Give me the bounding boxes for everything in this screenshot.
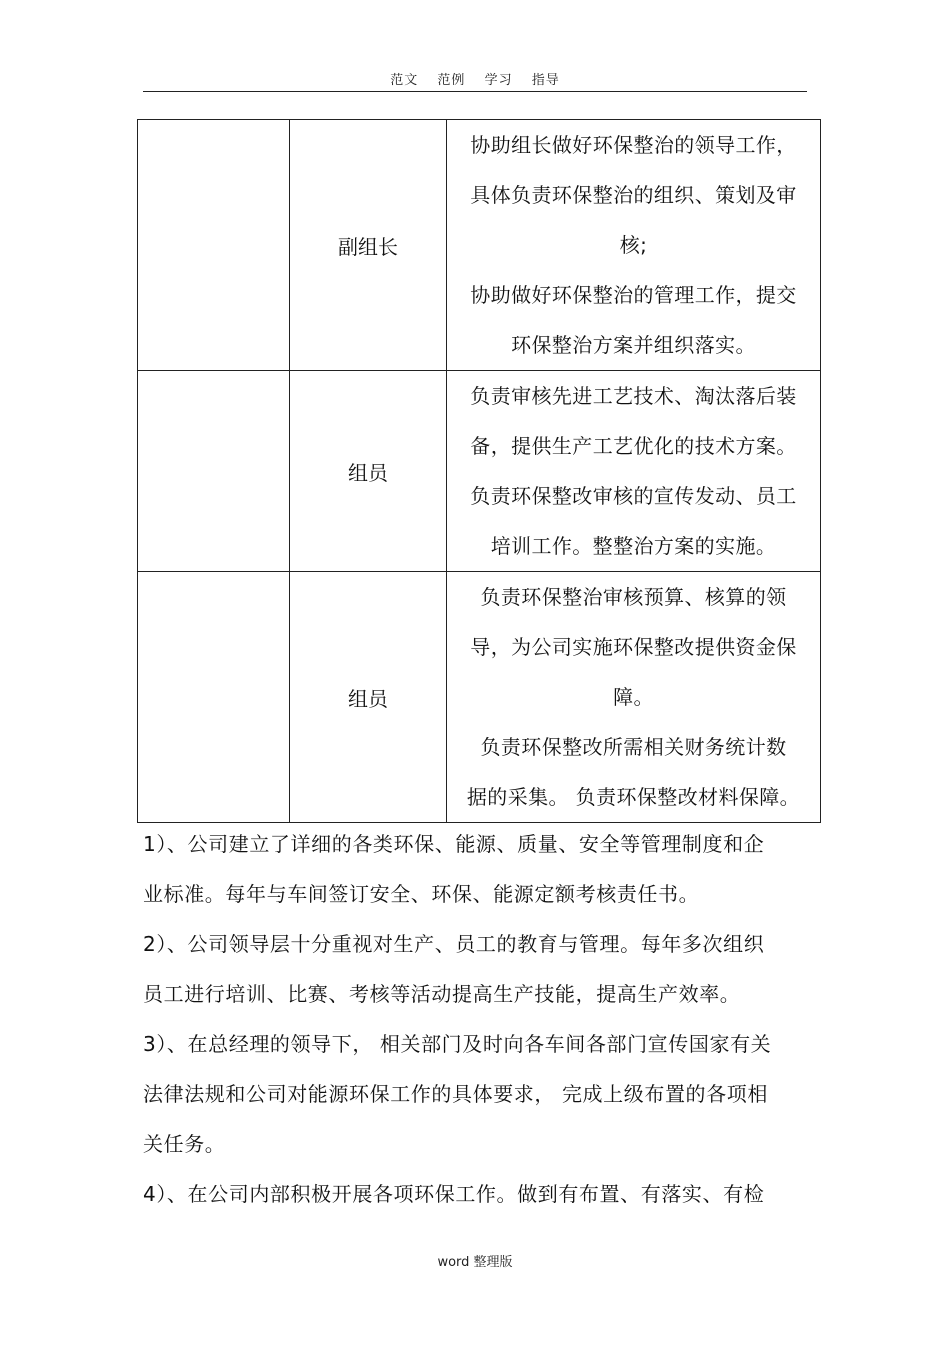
header-divider	[143, 91, 807, 92]
blank-cell	[138, 120, 290, 371]
duty-line: 负责环保整治审核预算、核算的领	[480, 585, 787, 609]
blank-cell	[138, 371, 290, 572]
page-footer: word 整理版	[437, 1255, 513, 1270]
body-line: 3）、在总经理的领导下， 相关部门及时向各车间各部门宣传国家有关	[143, 1032, 772, 1056]
role-cell: 组员	[290, 572, 447, 823]
body-text	[143, 819, 823, 1219]
header-item: 指导	[531, 73, 560, 88]
duty-line: 负责环保整改审核的宣传发动、员工	[470, 484, 797, 508]
duty-line: 负责审核先进工艺技术、淘汰落后装	[470, 384, 797, 408]
page-header	[0, 69, 950, 88]
header-item: 范文	[390, 73, 419, 88]
duty-line: 备，提供生产工艺优化的技术方案。	[470, 434, 797, 458]
duty-line: 障。	[613, 685, 654, 709]
duty-cell	[447, 572, 821, 823]
duty-line: 负责环保整改所需相关财务统计数	[480, 735, 787, 759]
role-cell: 组员	[290, 371, 447, 572]
duty-cell	[447, 120, 821, 371]
duty-line: 导，为公司实施环保整改提供资金保	[470, 635, 797, 659]
role-cell: 副组长	[290, 120, 447, 371]
duty-line: 核;	[619, 233, 648, 257]
blank-cell	[138, 572, 290, 823]
duty-line: 协助组长做好环保整治的领导工作，	[470, 133, 797, 157]
duty-line: 协助做好环保整治的管理工作，提交	[470, 283, 797, 307]
body-line: 4）、在公司内部积极开展各项环保工作。做到有布置、有落实、有检	[143, 1182, 765, 1206]
header-item: 范例	[437, 73, 466, 88]
body-line: 1）、公司建立了详细的各类环保、能源、质量、安全等管理制度和企	[143, 832, 765, 856]
body-line: 2）、公司领导层十分重视对生产、员工的教育与管理。每年多次组织	[143, 932, 765, 956]
responsibility-table	[137, 119, 821, 823]
header-item: 学习	[484, 73, 513, 88]
body-line: 法律法规和公司对能源环保工作的具体要求， 完成上级布置的各项相	[143, 1082, 768, 1106]
body-line: 关任务。	[143, 1132, 226, 1156]
duty-line: 具体负责环保整治的组织、策划及审	[470, 183, 797, 207]
duty-line: 环保整治方案并组织落实。	[511, 333, 756, 357]
duty-cell	[447, 371, 821, 572]
table-row	[138, 572, 821, 823]
body-line: 员工进行培训、比赛、考核等活动提高生产技能，提高生产效率。	[143, 982, 741, 1006]
table-row	[138, 120, 821, 371]
duty-line: 培训工作。整整治方案的实施。	[490, 534, 777, 558]
duty-line: 据的采集。 负责环保整改材料保障。	[466, 785, 801, 809]
table-row	[138, 371, 821, 572]
body-line: 业标准。每年与车间签订安全、环保、能源定额考核责任书。	[143, 882, 700, 906]
